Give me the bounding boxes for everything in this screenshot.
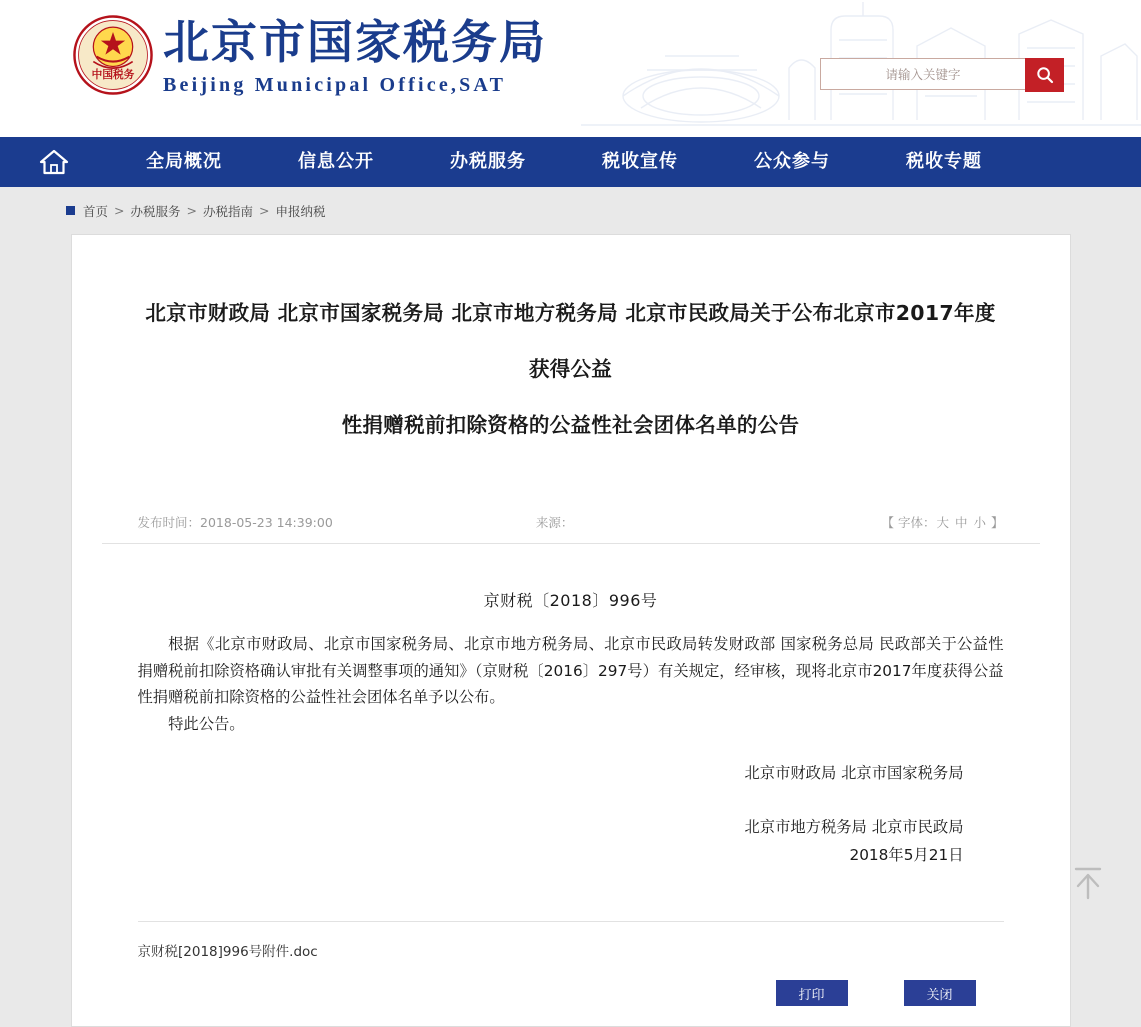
- search-button[interactable]: [1025, 58, 1064, 92]
- signature-line-2: 北京市地方税务局 北京市民政局: [744, 818, 964, 836]
- breadcrumb-separator: >: [114, 203, 125, 218]
- breadcrumb-separator: >: [259, 203, 270, 218]
- site-title-en: Beijing Municipal Office,SAT: [163, 74, 507, 96]
- breadcrumb-marker-icon: [66, 206, 75, 215]
- nav-item-overview[interactable]: 全局概况: [146, 151, 222, 172]
- nav-item-tax-service[interactable]: 办税服务: [450, 151, 526, 172]
- search-input[interactable]: [820, 58, 1025, 90]
- publish-time: [138, 513, 536, 531]
- article-actions: [102, 980, 1040, 1006]
- arrow-up-icon: [1071, 864, 1105, 902]
- site-title-block: [163, 16, 547, 97]
- document-number: 京财税〔2018〕996号: [483, 591, 658, 610]
- font-size-small-button[interactable]: 小: [973, 515, 986, 530]
- attachment-link[interactable]: 京财税[2018]996号附件.doc: [137, 944, 318, 960]
- publish-time-label: 发布时间：: [137, 515, 201, 530]
- page-title-line-1: 北京市财政局 北京市国家税务局 北京市地方税务局 北京市民政局关于公布北京市2017年度获得公益: [145, 301, 996, 381]
- signature-date: 2018年5月21日: [849, 846, 964, 864]
- main-navigation: [0, 137, 1141, 187]
- breadcrumb-item-home[interactable]: 首页: [83, 203, 109, 219]
- article-meta: [102, 513, 1040, 544]
- breadcrumb-item-tax-service[interactable]: 办税服务: [130, 203, 181, 219]
- national-emblem-icon: [72, 14, 154, 96]
- close-button[interactable]: 关闭: [904, 980, 976, 1006]
- nav-item-home[interactable]: [0, 137, 108, 187]
- svg-text:中国税务: 中国税务: [91, 67, 135, 81]
- article-card: [71, 234, 1071, 1027]
- nav-item-public-participation[interactable]: 公众参与: [754, 151, 830, 172]
- site-header: [0, 0, 1141, 137]
- article-paragraph-1: 根据《北京市财政局、北京市国家税务局、北京市地方税务局、北京市民政局转发财政部 国家税务总局 民政部关于公益性捐赠税前扣除资格确认审批有关调整事项的通知》（京财税〔2016〕297号）有关规定，经审核，现将北京市2017年度获得公益性捐赠税前扣除资格的公益性社会团体名单予以公布。: [137, 635, 1004, 706]
- search-box: [820, 58, 1064, 92]
- publish-time-value: 2018-05-23 14:39:00: [200, 515, 333, 530]
- font-size-bracket-left: 【: [881, 515, 894, 530]
- print-button[interactable]: 打印: [776, 980, 848, 1006]
- nav-item-disclosure[interactable]: 信息公开: [298, 151, 374, 172]
- signature-line-1: 北京市财政局 北京市国家税务局: [744, 764, 964, 782]
- search-icon: [1036, 66, 1054, 84]
- attachment-area: [102, 922, 1040, 960]
- page-title-line-2: 性捐赠税前扣除资格的公益性社会团体名单的公告: [341, 413, 800, 437]
- article-body: [102, 588, 1040, 869]
- font-size-label: 字体：: [897, 515, 936, 530]
- back-to-top-button[interactable]: [1065, 860, 1111, 906]
- breadcrumb: [0, 187, 1141, 234]
- page-title: [102, 275, 1040, 453]
- breadcrumb-item-tax-guide[interactable]: 办税指南: [203, 203, 254, 219]
- font-size-large-button[interactable]: 大: [936, 515, 949, 530]
- nav-item-tax-topics[interactable]: 税收专题: [906, 151, 982, 172]
- font-size-medium-button[interactable]: 中: [954, 515, 968, 530]
- article-source: [536, 513, 778, 531]
- breadcrumb-item-declaration[interactable]: 申报纳税: [275, 203, 326, 219]
- nav-item-tax-publicity[interactable]: 税收宣传: [602, 151, 678, 172]
- signature-block-1: [138, 759, 1004, 787]
- home-icon: [39, 148, 69, 176]
- font-size-bracket-right: 】: [990, 515, 1004, 530]
- breadcrumb-separator: >: [186, 203, 197, 218]
- article-paragraph-2: 特此公告。: [168, 714, 245, 733]
- article-source-label: 来源：: [535, 515, 574, 530]
- font-size-control: [778, 513, 1003, 531]
- signature-block-2: [138, 813, 1004, 869]
- site-title-cn: 北京市国家税务局: [163, 15, 547, 69]
